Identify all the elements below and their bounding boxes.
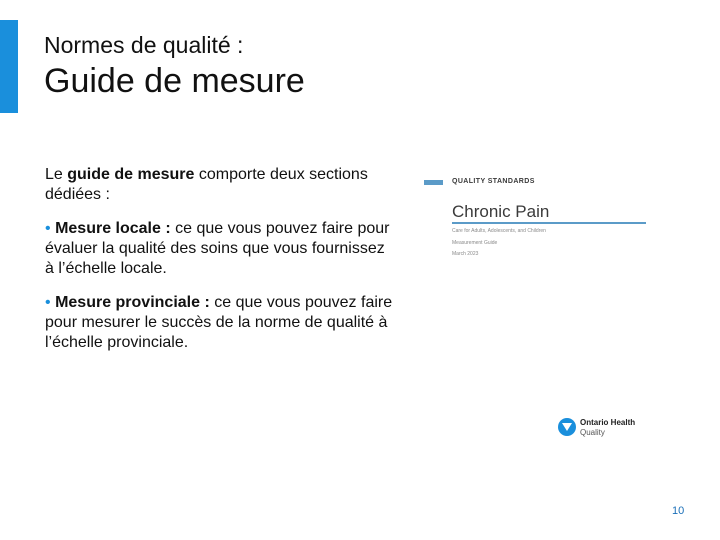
quality-standards-label: QUALITY STANDARDS [452,178,535,185]
logo-line1: Ontario Health [580,418,636,427]
intro-bold: guide de mesure [67,166,195,183]
bullet-local [45,219,395,279]
document-rule [452,222,646,224]
bullet-provincial-heading: Mesure provinciale : [55,294,210,311]
bullet-marker: • [45,294,51,311]
bullet-local-text: ce que vous pouvez faire pour évaluer la qualité des soins que vous fournissez à l’échelle locale. [45,220,390,277]
body-text [45,165,395,367]
document-guide-label: Measurement Guide [452,240,498,246]
page-number: 10 [672,505,685,517]
bullet-provincial [45,293,395,353]
document-date: March 2023 [452,251,479,257]
logo-line2: Quality [580,428,605,437]
document-thumbnail [424,178,650,264]
bullet-local-heading: Mesure locale : [55,220,171,237]
document-title: Chronic Pain [452,202,550,221]
quality-standards-bar [424,180,443,185]
slide-subtitle: Normes de qualité : [44,32,244,58]
slide-title: Guide de mesure [44,62,305,100]
ontario-health-icon [558,418,576,436]
document-subtitle: Care for Adults, Adolescents, and Children [452,228,546,234]
intro-suffix: comporte deux sections dédiées : [45,166,368,203]
bullet-marker: • [45,220,51,237]
accent-bar [0,20,18,113]
ontario-health-logo [558,416,658,440]
intro-prefix: Le [45,166,68,183]
intro-paragraph [45,165,395,205]
bullet-provincial-text: ce que vous pouvez faire pour mesurer le succès de la norme de qualité à l’échelle provinciale. [45,294,393,351]
